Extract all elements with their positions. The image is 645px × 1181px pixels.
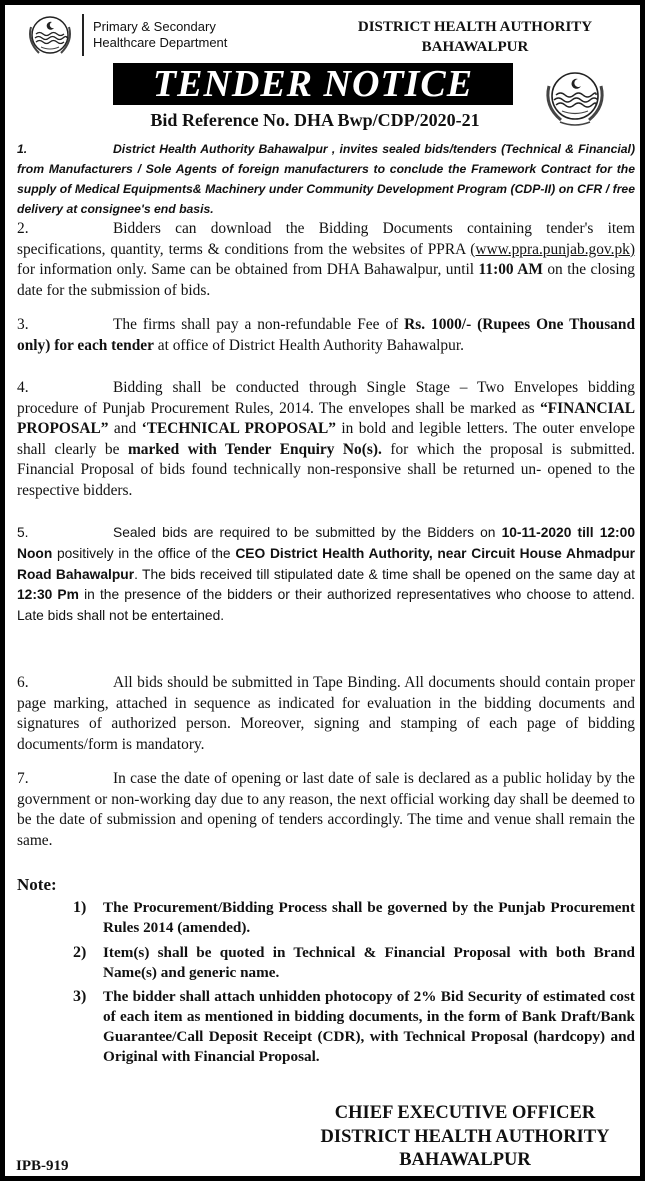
note-text: Item(s) shall be quoted in Technical & Financial Proposal with both Brand Name(s) and generic name.	[103, 944, 635, 981]
paragraph-text: In case the date of opening or last date of sale is declared as a public holiday by the government or non-working day due to any reason, the next official working day shall be deemed to be the date of submission and opening of tenders accordingly. The time and venue shall remain the same.	[17, 770, 635, 849]
footer-code: IPB-919	[16, 1158, 69, 1174]
note-text: The bidder shall attach unhidden photocopy of 2% Bid Security of estimated cost of each item as mentioned in bidding documents, in the form of Bank Draft/Bank Guarantee/Call Deposit Receipt (CDR), with Technical Proposal (hardcopy) and Original with Financial Proposal.	[103, 988, 635, 1065]
page-title: TENDER NOTICE	[113, 63, 513, 105]
note-text: The Procurement/Bidding Process shall be governed by the Punjab Procurement Rules 2014 (amended).	[103, 899, 635, 936]
paragraph-number: 2.	[17, 220, 29, 237]
paragraph-text: in bold and legible letters. The outer envelope shall clearly be	[17, 420, 635, 458]
tender-fee: Rs. 1000/- (Rupees One Thousand only) for each tender	[17, 316, 635, 354]
paragraph-text: District Health Authority Bahawalpur , invites sealed bids/tenders (Technical & Financial) from Manufacturers / Sole Agents of foreign manufacturers to conclude the Framework Contract for the supply of Medical Equipments& Machinery under Community Development Program (CDP-II) on CFR / free delivery at consignee's end basis.	[17, 142, 635, 216]
paragraph-number: 5.	[17, 525, 29, 540]
financial-proposal-label: “FINANCIAL PROPOSAL”	[17, 399, 635, 438]
note-item	[73, 943, 635, 983]
paragraph-text: The firms shall pay a non-refundable Fee of	[113, 316, 405, 333]
authority-line-2: BAHAWALPUR	[421, 39, 529, 55]
paragraph-text: Bidding shall be conducted through Single Stage – Two Envelopes bidding procedure of Punjab Procurement Rules, 2014. The envelopes shall be marked as	[17, 379, 635, 417]
paragraph-number: 4.	[17, 379, 29, 396]
paragraph-6	[17, 673, 635, 755]
tender-notice-page	[5, 5, 640, 1176]
bid-reference: Bid Reference No. DHA Bwp/CDP/2020-21	[150, 110, 480, 130]
paragraph-5	[17, 523, 635, 627]
paragraph-text: at office of District Health Authority Bahawalpur.	[153, 336, 464, 354]
paragraph-number: 6.	[17, 674, 29, 691]
note-item	[73, 987, 635, 1067]
paragraph-number: 7.	[17, 770, 29, 787]
note-number: 2)	[73, 944, 87, 961]
note-item	[73, 898, 635, 938]
note-heading: Note:	[17, 875, 57, 894]
paragraph-3	[17, 315, 635, 356]
paragraph-number: 1.	[17, 142, 28, 156]
authority-header	[350, 17, 600, 57]
note-number: 3)	[73, 988, 87, 1005]
paragraph-number: 3.	[17, 316, 29, 333]
paragraph-2	[17, 219, 635, 301]
signature-block	[295, 1102, 635, 1173]
signature-line-3: BAHAWALPUR	[399, 1150, 531, 1170]
submission-deadline: 10-11-2020 till 12:00 Noon	[17, 525, 635, 561]
paragraph-text: positively in the office of the	[52, 545, 236, 561]
paragraph-text: Sealed bids are required to be submitted by the Bidders on	[113, 525, 502, 540]
department-name	[82, 14, 227, 56]
paragraph-4	[17, 378, 635, 502]
punjab-emblem-icon	[542, 68, 608, 130]
paragraph-text: on the closing date for the submission of bids.	[17, 261, 636, 299]
department-line-1: Primary & Secondary	[93, 19, 216, 34]
paragraph-text: in the presence of the bidders or their authorized representatives who choose to attend. Late bids shall not be entertained.	[17, 587, 635, 624]
paragraph-text: for which the proposal is submitted. Financial Proposal of bids found technically non-responsive shall be returned un- opened to the respective bidders.	[17, 440, 635, 499]
tender-enquiry-marking: marked with Tender Enquiry No(s).	[127, 440, 382, 458]
authority-line-1: DISTRICT HEALTH AUTHORITY	[357, 19, 593, 35]
ppra-website-link[interactable]: (www.ppra.punjab.gov.pk)	[470, 240, 635, 258]
punjab-emblem-icon	[25, 13, 75, 61]
paragraph-7	[17, 769, 635, 851]
signature-line-2: DISTRICT HEALTH AUTHORITY	[320, 1126, 610, 1147]
paragraph-text: All bids should be submitted in Tape Binding. All documents should contain proper page marking, attached in sequence as indicated for evaluation in the bidding documents and signatures of authorized person. Moreover, signing and stamping of each page of bidding documents/form is mandatory.	[17, 674, 635, 753]
paragraph-text: Bidders can download the Bidding Documents containing tender's item specifications, quantity, terms & conditions from the websites of PPRA	[17, 220, 635, 258]
paragraph-1	[17, 139, 635, 219]
note-number: 1)	[73, 899, 87, 916]
submission-office: CEO District Health Authority, near Circuit House Ahmadpur Road Bahawalpur	[17, 545, 635, 582]
paragraph-text: . The bids received till stipulated date & time shall be opened on the same day at	[134, 566, 635, 582]
technical-proposal-label: ‘TECHNICAL PROPOSAL”	[141, 420, 336, 438]
opening-time: 12:30 Pm	[17, 587, 79, 603]
paragraph-text: and	[108, 420, 142, 438]
closing-time: 11:00 AM	[478, 261, 543, 279]
paragraph-text: for information only. Same can be obtained from DHA Bahawalpur, until	[17, 261, 479, 279]
signature-line-1: CHIEF EXECUTIVE OFFICER	[334, 1103, 596, 1123]
department-line-2: Healthcare Department	[93, 35, 228, 50]
